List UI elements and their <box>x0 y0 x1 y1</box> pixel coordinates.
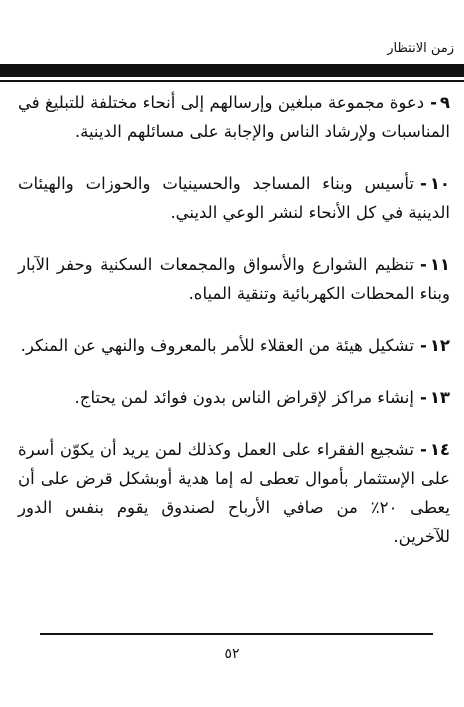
footer-rule <box>40 633 433 635</box>
item-number: ١٣ <box>429 388 450 407</box>
header-thick-rule <box>0 64 464 77</box>
item-text: إنشاء مراكز لإقراض الناس بدون فوائد لمن يحتاج. <box>74 388 414 407</box>
item-text: تنظيم الشوارع والأسواق والمجمعات السكنية وحفر الآبار وبناء المحطات الكهربائية وتنقية المياه. <box>18 255 450 303</box>
item-dash: - <box>419 440 427 459</box>
item-text: تشكيل هيئة من العقلاء للأمر بالمعروف والنهي عن المنكر. <box>20 336 414 355</box>
item-dash: - <box>419 336 427 355</box>
item-number: ٩ <box>439 93 450 112</box>
list-item <box>18 250 450 308</box>
item-text: تشجيع الفقراء على العمل وكذلك لمن يريد أن يكوّن أسرة على الإستثمار بأموال تعطى له إما هدية أوبشكل قرض على أن يعطى ٢٠٪ من صافي الأرباح لصندوق يقوم بنفس الدور للآخرين. <box>18 440 450 546</box>
running-header: زمن الانتظار <box>387 41 454 56</box>
item-dash: - <box>430 93 437 112</box>
item-dash: - <box>419 174 427 193</box>
list-item <box>18 435 450 551</box>
header-thin-rule <box>0 80 464 82</box>
item-dash: - <box>419 255 427 274</box>
item-number: ١٢ <box>429 336 450 355</box>
page-number: ٥٢ <box>224 646 240 662</box>
list-item <box>18 88 450 146</box>
item-number: ١٤ <box>429 440 450 459</box>
item-dash: - <box>419 388 427 407</box>
list-item <box>18 169 450 227</box>
item-number: ١١ <box>429 255 450 274</box>
item-text: تأسيس وبناء المساجد والحسينيات والحوزات والهيئات الدينية في كل الأنحاء لنشر الوعي الديني. <box>18 174 450 222</box>
list-item <box>18 383 450 412</box>
list-item <box>18 331 450 360</box>
item-number: ١٠ <box>429 174 450 193</box>
item-text: دعوة مجموعة مبلغين وإرسالهم إلى أنحاء مختلفة للتبليغ في المناسبات ولإرشاد الناس والإجابة على مسائلهم الدينية. <box>18 93 450 141</box>
numbered-list <box>18 88 450 574</box>
